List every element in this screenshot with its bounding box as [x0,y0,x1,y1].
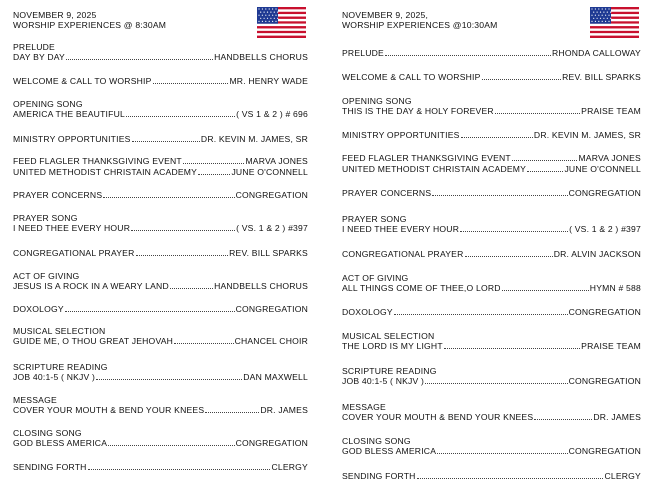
program-section [13,76,308,87]
item-name: CONGREGATIONAL PRAYER [13,248,135,258]
item-name: UNITED METHODIST CHRISTAIN ACADEMY [13,166,198,177]
flag-star [272,15,273,16]
flag-star [267,18,268,19]
flag-star [265,15,266,16]
dotted-leader [502,283,589,291]
item-leader: JUNE O'CONNELL [564,163,641,174]
flag-star [593,18,594,19]
item-name: SENDING FORTH [342,471,416,481]
program-section [13,99,308,120]
item-name: ALL THINGS COME OF THEE,O LORD [342,283,501,293]
flag-star [603,12,604,13]
flag-star [602,15,603,16]
flag-stripe [590,33,639,35]
service-time-title: WORSHIP EXPERIENCES @10:30AM [342,20,498,30]
program-section [13,271,308,292]
item-name: I NEED THEE EVERY HOUR [342,224,460,234]
item-name: COVER YOUR MOUTH & BEND YOUR KNEES [342,412,534,422]
item-leader: PRAISE TEAM [581,106,641,116]
program-line [13,190,308,201]
dotted-leader [65,304,235,312]
dotted-leader [136,248,229,256]
program-section [342,72,641,83]
item-name: MINISTRY OPPORTUNITIES [342,130,460,140]
flag-star [600,18,601,19]
item-leader: CHANCEL CHOIR [234,336,308,346]
dotted-leader [174,336,233,344]
item-leader: DAN MAXWELL [243,372,308,382]
flag-star [598,21,599,22]
service-date: NOVEMBER 9, 2025 [13,10,97,20]
program-line [342,341,641,352]
flag-star [608,8,609,9]
dotted-leader [437,446,567,454]
flag-stripe [257,31,306,33]
dotted-leader [512,153,578,161]
section-title: OPENING SONG [342,96,412,106]
flag-star [269,8,270,9]
section-title: ACT OF GIVING [13,271,80,281]
american-flag-icon [590,7,639,38]
item-name: THIS IS THE DAY & HOLY FOREVER [342,106,494,116]
section-title: PRAYER SONG [342,214,407,224]
section-title: MESSAGE [342,402,386,412]
dotted-leader [385,48,551,56]
program-section [342,130,641,141]
section-title: CLOSING SONG [342,436,411,446]
flag-star [274,18,275,19]
item-leader: ( VS. 1 & 2 ) #397 [569,224,641,234]
program-section [342,366,641,387]
flag-star [595,8,596,9]
flag-star [275,8,276,9]
item-leader: CLERGY [604,471,641,481]
program-line [342,412,641,423]
program-line [13,223,308,234]
dotted-leader [103,190,234,198]
flag-canton [590,7,611,24]
program-line [342,446,641,457]
item-name: PRELUDE [342,48,384,58]
dotted-leader [425,376,567,384]
program-line [13,248,308,259]
flag-star [595,21,596,22]
section-title: MUSICAL SELECTION [13,326,106,336]
flag-star [602,8,603,9]
program-line [13,336,308,347]
flag-star [269,15,270,16]
item-leader: MARVA JONES [245,156,308,166]
flag-star [598,8,599,9]
flag-star [275,15,276,16]
item-name: UNITED METHODIST CHRISTAIN ACADEMY [342,163,527,174]
program-line [342,106,641,117]
dotted-leader [88,462,271,470]
section-title: MESSAGE [13,395,57,405]
item-leader: DR. JAMES [593,412,641,422]
flag-stripe [590,31,639,33]
flag-stripe [590,28,639,30]
flag-star [275,21,276,22]
item-leader: CONGREGATION [568,307,641,317]
item-leader: DR. KEVIN M. JAMES, SR [533,130,641,140]
program-section [342,153,641,174]
program-line [342,471,641,482]
program-section [13,52,308,63]
flag-star [264,12,265,13]
flag-star [277,18,278,19]
program-line [342,48,641,59]
program-section [13,326,308,347]
dotted-leader [465,249,553,257]
program-line [342,283,641,294]
dotted-leader [131,223,235,231]
item-name: DOXOLOGY [13,304,64,314]
item-name: CONGREGATIONAL PRAYER [342,249,464,259]
program-line [13,134,308,145]
item-leader: CONGREGATION [235,304,308,314]
item-name: AMERICA THE BEAUTIFUL [13,109,125,119]
flag-star [258,15,259,16]
program-section [342,188,641,199]
program-line [342,153,641,164]
program-section [342,331,641,352]
item-name: WELCOME & CALL TO WORSHIP [342,72,481,82]
item-leader: ( VS 1 & 2 ) # 696 [236,109,308,119]
program-line [13,42,308,53]
flag-stripe [257,26,306,28]
flag-star [274,12,275,13]
flag-star [264,18,265,19]
flag-star [597,18,598,19]
item-name: GOD BLESS AMERICA [342,446,437,456]
item-leader: DR. ALVIN JACKSON [553,249,641,259]
item-name: THE LORD IS MY LIGHT [342,341,443,351]
program-section [342,307,641,318]
item-name: PRAYER CONCERNS [13,190,103,200]
item-name: I NEED THEE EVERY HOUR [13,223,131,233]
flag-star [262,8,263,9]
flag-star [597,12,598,13]
program-line [342,249,641,260]
service-time-title: WORSHIP EXPERIENCES @ 8:30AM [13,20,167,30]
flag-star [610,12,611,13]
dotted-leader [66,52,213,60]
section-title: MUSICAL SELECTION [342,331,435,341]
dotted-leader [205,405,259,413]
item-leader: CONGREGATION [568,376,641,386]
item-leader: MR. HENRY WADE [229,76,308,86]
section-title: ACT OF GIVING [342,273,409,283]
section-title: OPENING SONG [13,99,83,109]
flag-stripe [590,36,639,38]
item-leader: PRAISE TEAM [581,341,641,351]
flag-star [270,12,271,13]
item-name: SENDING FORTH [13,462,87,472]
item-leader: CONGREGATION [235,438,308,448]
flag-star [258,8,259,9]
flag-canton [257,7,278,24]
flag-star [277,12,278,13]
flag-stripe [257,28,306,30]
program-8-30am [13,0,308,503]
item-name: JESUS IS A ROCK IN A WEARY LAND [13,281,169,291]
flag-star [260,18,261,19]
program-section [13,362,308,383]
dotted-leader [495,106,580,114]
dotted-leader [482,72,562,80]
program-line [342,130,641,141]
flag-star [610,18,611,19]
dotted-leader [394,307,568,315]
flag-star [605,21,606,22]
dotted-leader [460,224,568,232]
item-leader: HANDBELLS CHORUS [214,281,308,291]
program-line [342,164,641,175]
program-section [13,156,308,177]
dotted-leader [444,341,580,349]
flag-star [600,12,601,13]
flag-star [272,8,273,9]
program-section [342,273,641,294]
item-name: JOB 40:1-5 ( NKJV ) [342,376,425,386]
item-name: WELCOME & CALL TO WORSHIP [13,76,152,86]
program-line [13,156,308,167]
program-section [342,214,641,235]
flag-star [593,12,594,13]
item-name: GOD BLESS AMERICA [13,438,108,448]
program-line [13,438,308,449]
flag-star [595,15,596,16]
flag-star [272,21,273,22]
flag-star [591,8,592,9]
item-leader: RHONDA CALLOWAY [552,48,641,58]
program-line [13,76,308,87]
flag-star [591,15,592,16]
item-leader: MARVA JONES [578,153,641,163]
flag-star [270,18,271,19]
flag-star [598,15,599,16]
item-leader: ( VS. 1 & 2 ) #397 [236,223,308,233]
item-leader: CLERGY [271,462,308,472]
dotted-leader [461,130,533,138]
program-line [342,307,641,318]
item-name: COVER YOUR MOUTH & BEND YOUR KNEES [13,405,205,415]
dotted-leader [108,438,234,446]
program-line [13,52,308,63]
section-title: PRAYER SONG [13,213,78,223]
program-section [342,96,641,117]
item-leader: CONGREGATION [568,188,641,198]
dotted-leader [126,109,235,117]
dotted-leader [183,156,245,164]
dotted-leader [534,412,592,420]
flag-stripe [590,26,639,28]
program-section [13,213,308,234]
program-section [13,304,308,315]
item-leader: REV. BILL SPARKS [562,72,641,82]
program-section [13,428,308,449]
program-section [342,48,641,59]
program-line [342,376,641,387]
item-name: DOXOLOGY [342,307,393,317]
flag-star [262,15,263,16]
program-line [342,224,641,235]
dotted-leader [170,281,213,289]
program-section [342,471,641,482]
section-title: SCRIPTURE READING [342,366,437,376]
item-name: DAY BY DAY [13,52,65,62]
program-section [13,462,308,473]
section-title: CLOSING SONG [13,428,82,438]
item-leader: REV. BILL SPARKS [229,248,308,258]
flag-star [265,21,266,22]
program-section [342,436,641,457]
program-line [342,72,641,83]
flag-star [607,18,608,19]
flag-star [603,18,604,19]
dotted-leader [527,164,563,172]
section-title: SCRIPTURE READING [13,362,108,372]
service-date: NOVEMBER 9, 2025, [342,10,429,20]
american-flag-icon [257,7,306,38]
item-leader: DR. KEVIN M. JAMES, SR [200,134,308,144]
flag-star [602,21,603,22]
program-line [13,462,308,473]
flag-star [269,21,270,22]
item-name: PRELUDE [13,42,55,52]
program-section [342,402,641,423]
dotted-leader [153,76,229,84]
program-section [13,42,308,53]
flag-star [608,21,609,22]
program-line [13,405,308,416]
flag-stripe [257,36,306,38]
program-line [13,281,308,292]
flag-star [605,8,606,9]
item-name: MINISTRY OPPORTUNITIES [13,134,131,144]
program-section [13,190,308,201]
flag-star [260,12,261,13]
flag-stripe [257,24,306,26]
item-leader: HANDBELLS CHORUS [214,52,308,62]
flag-star [262,21,263,22]
item-name: JOB 40:1-5 ( NKJV ) [13,372,96,382]
dotted-leader [132,134,200,142]
program-10-30am [342,0,641,503]
program-line [13,372,308,383]
flag-star [265,8,266,9]
program-line [13,167,308,178]
flag-star [591,21,592,22]
item-name: PRAYER CONCERNS [342,188,432,198]
item-leader: JUNE O'CONNELL [231,166,308,177]
dotted-leader [432,188,567,196]
flag-star [607,12,608,13]
dotted-leader [417,471,604,479]
program-section [13,248,308,259]
dotted-leader [96,372,242,380]
flag-star [608,15,609,16]
program-line [13,109,308,120]
flag-star [258,21,259,22]
flag-star [605,15,606,16]
item-leader: CONGREGATION [235,190,308,200]
item-leader: HYMN # 588 [589,283,641,293]
item-leader: CONGREGATION [568,446,641,456]
program-line [342,188,641,199]
program-section [13,134,308,145]
item-leader: DR. JAMES [260,405,308,415]
flag-star [267,12,268,13]
program-section [342,249,641,260]
item-name: GUIDE ME, O THOU GREAT JEHOVAH [13,336,174,346]
flag-stripe [257,33,306,35]
program-line [13,304,308,315]
dotted-leader [198,167,230,175]
item-name: FEED FLAGLER THANKSGIVING EVENT [13,156,182,166]
flag-stripe [590,24,639,26]
item-name: FEED FLAGLER THANKSGIVING EVENT [342,153,511,163]
program-section [13,395,308,416]
